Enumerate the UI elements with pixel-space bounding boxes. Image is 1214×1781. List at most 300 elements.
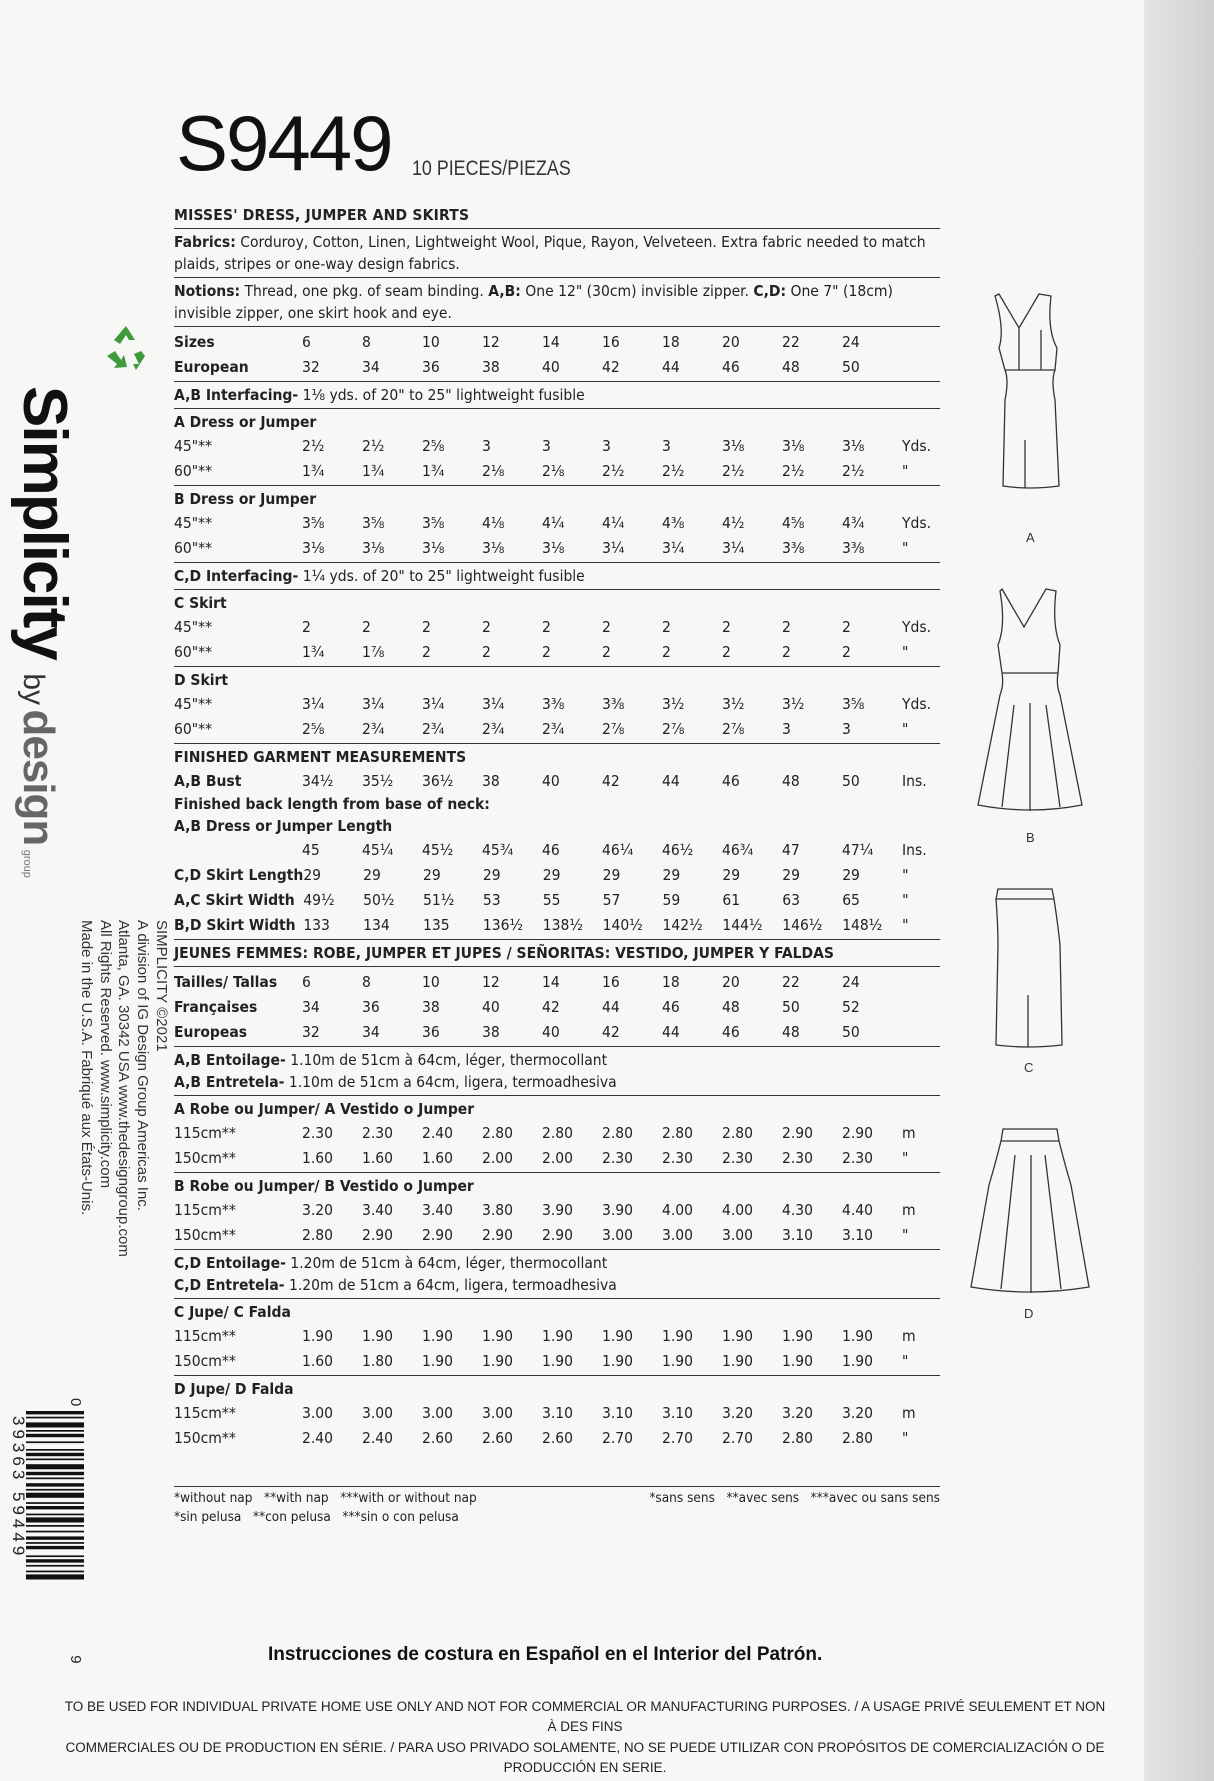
yardage-row bbox=[174, 535, 940, 560]
yardage-cell: 2.80 bbox=[662, 1123, 694, 1142]
barcode-bar bbox=[26, 1506, 84, 1509]
barcode-bar bbox=[26, 1430, 84, 1432]
yardage-chart bbox=[174, 204, 940, 1527]
yardage-cell: 3 bbox=[782, 719, 791, 738]
size-cell: 10 bbox=[422, 972, 440, 991]
unit-cell: " bbox=[902, 890, 909, 909]
yardage-cell: 50½ bbox=[363, 890, 395, 909]
yardage-cell: 2.80 bbox=[842, 1428, 874, 1447]
yardage-cell: 2¾ bbox=[482, 719, 505, 738]
yardage-cell: 3.90 bbox=[542, 1200, 574, 1219]
dress-length-table bbox=[174, 837, 940, 862]
size-cell: 42 bbox=[602, 1022, 620, 1041]
yardage-cell: 3⅛ bbox=[422, 538, 445, 557]
size-cell: 48 bbox=[782, 1022, 800, 1041]
yardage-cell: 2 bbox=[722, 642, 731, 661]
yardage-cell: 2 bbox=[302, 617, 311, 636]
yardage-cell: 1.90 bbox=[602, 1326, 634, 1345]
yardage-row bbox=[174, 912, 940, 937]
yardage-cell: 4⅜ bbox=[662, 513, 685, 532]
barcode-bar bbox=[26, 1513, 84, 1515]
barcode-bar bbox=[26, 1565, 84, 1567]
fabrics-list: Corduroy, Cotton, Linen, Lightweight Wool, Pique, Rayon, Velveteen. Extra fabric needed to match plaids, stripes or one-way design fabrics. bbox=[174, 233, 926, 273]
yardage-cell: 3.20 bbox=[842, 1403, 874, 1422]
measure-cell: 35½ bbox=[362, 771, 394, 790]
notions-text bbox=[174, 280, 940, 324]
barcode-digit: 0 bbox=[67, 1398, 84, 1407]
yardage-cell: 3¼ bbox=[602, 538, 625, 557]
yardage-cell: 51½ bbox=[423, 890, 455, 909]
unit-cell: " bbox=[902, 461, 909, 480]
yardage-row bbox=[174, 862, 940, 887]
yardage-cell: 3½ bbox=[662, 694, 685, 713]
yardage-row bbox=[174, 614, 940, 639]
measure-cell: 44 bbox=[662, 771, 680, 790]
yardage-cell: 2 bbox=[542, 617, 551, 636]
yardage-cell: 1.90 bbox=[602, 1351, 634, 1370]
divider bbox=[174, 562, 940, 563]
finished-heading: FINISHED GARMENT MEASUREMENTS bbox=[174, 748, 467, 766]
yardage-row bbox=[174, 510, 940, 535]
section-title: A,B Interfacing- bbox=[174, 386, 299, 404]
ab-interfacing-metric bbox=[174, 1049, 940, 1093]
unit-cell bbox=[902, 969, 940, 994]
yardage-cell: 3⅜ bbox=[542, 694, 565, 713]
yardage-cell: 1.90 bbox=[842, 1351, 874, 1370]
size-cell: 38 bbox=[422, 997, 440, 1016]
company-info bbox=[76, 920, 170, 1257]
nap-notes-en bbox=[174, 1489, 477, 1508]
yardage-table bbox=[174, 614, 940, 664]
unit-cell bbox=[902, 329, 940, 354]
cd-interfacing-metric bbox=[174, 1252, 940, 1296]
measure-cell: 45¾ bbox=[482, 840, 514, 859]
yardage-cell: 2⅛ bbox=[542, 461, 565, 480]
yardage-cell: 2.80 bbox=[782, 1428, 814, 1447]
yardage-cell: 2⅛ bbox=[482, 461, 505, 480]
barcode-bar bbox=[26, 1458, 84, 1460]
section-title: D Skirt bbox=[174, 671, 229, 689]
measure-cell: 45½ bbox=[422, 840, 454, 859]
divider bbox=[174, 1095, 940, 1096]
unit-cell: Yds. bbox=[902, 513, 932, 532]
size-cell: 20 bbox=[722, 972, 740, 991]
yardage-cell: 1.90 bbox=[842, 1326, 874, 1345]
yardage-cell: 2 bbox=[842, 617, 851, 636]
yardage-cell: 4.40 bbox=[842, 1200, 874, 1219]
section-title: C Skirt bbox=[174, 594, 227, 612]
yardage-cell: 3½ bbox=[782, 694, 805, 713]
yardage-cell: 3.40 bbox=[422, 1200, 454, 1219]
nap-notes-fr bbox=[649, 1489, 940, 1527]
yardage-cell: 1¾ bbox=[302, 642, 325, 661]
unit-cell: Yds. bbox=[902, 617, 932, 636]
yardage-cell: 2.90 bbox=[842, 1123, 874, 1142]
imperial-yardage bbox=[174, 381, 940, 741]
unit-cell bbox=[902, 994, 940, 1019]
row-label: 45"** bbox=[174, 513, 213, 532]
yardage-cell: 4⅛ bbox=[482, 513, 505, 532]
figure-label-a: A bbox=[1026, 530, 1035, 545]
yardage-cell: 3 bbox=[482, 436, 491, 455]
yardage-cell: 1¾ bbox=[302, 461, 325, 480]
fabrics-text bbox=[174, 231, 940, 275]
yardage-row bbox=[174, 433, 940, 458]
yardage-cell: 1.90 bbox=[362, 1326, 394, 1345]
row-label: Tailles/ Tallas bbox=[174, 972, 278, 991]
legal-notice bbox=[60, 1697, 1110, 1778]
divider bbox=[174, 228, 940, 229]
size-cell: 50 bbox=[842, 357, 860, 376]
barcode-bars bbox=[26, 1411, 84, 1651]
yardage-cell: 134 bbox=[363, 915, 390, 934]
size-cell: 52 bbox=[842, 997, 860, 1016]
unit-cell: m bbox=[902, 1403, 916, 1422]
yardage-cell: 4¼ bbox=[542, 513, 565, 532]
measure-cell: 38 bbox=[482, 771, 500, 790]
spacer bbox=[174, 1450, 940, 1484]
barcode-bar bbox=[26, 1536, 84, 1539]
envelope-flap bbox=[1144, 0, 1214, 1781]
dress-length-label: A,B Dress or Jumper Length bbox=[174, 817, 393, 835]
yardage-cell: 29 bbox=[842, 865, 860, 884]
view-d-skirt-illustration bbox=[965, 1125, 1095, 1305]
yardage-cell: 3⅜ bbox=[842, 538, 865, 557]
yardage-cell: 135 bbox=[423, 915, 450, 934]
section-heading bbox=[174, 384, 940, 406]
measure-cell: 46½ bbox=[662, 840, 694, 859]
barcode bbox=[8, 1398, 84, 1664]
row-label: Françaises bbox=[174, 997, 258, 1016]
size-cell: 50 bbox=[782, 997, 800, 1016]
yardage-row bbox=[174, 1222, 940, 1247]
yardage-cell: 1.60 bbox=[302, 1351, 334, 1370]
size-cell: 6 bbox=[302, 332, 311, 351]
size-cell: 32 bbox=[302, 1022, 320, 1041]
notions-list: Thread, one pkg. of seam binding. bbox=[240, 282, 489, 300]
section-title: C Jupe/ C Falda bbox=[174, 1303, 291, 1321]
size-cell: 38 bbox=[482, 357, 500, 376]
yardage-cell: 2.60 bbox=[542, 1428, 574, 1447]
size-cell: 36 bbox=[362, 997, 380, 1016]
yardage-cell: 2 bbox=[662, 617, 671, 636]
legal-line: COMMERCIALES OU DE PRODUCTION EN SÉRIE. / PARA USO PRIVADO SOLAMENTE, NO SE PUEDE UTILIZAR CON PROPÓSITOS DE COMERCIALIZACIÓN O DE PRODUCCIÓN EN SERIE. bbox=[65, 1739, 1105, 1775]
size-cell: 14 bbox=[542, 332, 560, 351]
yardage-cell: 4½ bbox=[722, 513, 745, 532]
yardage-cell: 2.80 bbox=[602, 1123, 634, 1142]
measure-cell: 46¾ bbox=[722, 840, 754, 859]
yardage-cell: 1.90 bbox=[722, 1326, 754, 1345]
size-cell: 44 bbox=[662, 357, 680, 376]
yardage-cell: 2 bbox=[482, 642, 491, 661]
figure-label-d: D bbox=[1024, 1306, 1034, 1321]
barcode-bar bbox=[26, 1559, 84, 1562]
yardage-cell: 2¾ bbox=[422, 719, 445, 738]
pieces-count: 10 PIECES/PIEZAS bbox=[412, 157, 571, 180]
yardage-cell: 53 bbox=[482, 890, 501, 909]
yardage-cell: 1.60 bbox=[422, 1148, 454, 1167]
barcode-bar bbox=[26, 1434, 84, 1437]
unit-cell: " bbox=[902, 642, 909, 661]
yardage-cell: 1.90 bbox=[782, 1351, 814, 1370]
yardage-cell: 1.90 bbox=[482, 1351, 514, 1370]
yardage-row bbox=[174, 1145, 940, 1170]
section-note: 1¼ yds. of 20" to 25" lightweight fusible bbox=[298, 567, 585, 585]
yardage-cell: 3 bbox=[542, 436, 551, 455]
yardage-table bbox=[174, 433, 940, 483]
yardage-cell: 3.00 bbox=[362, 1403, 394, 1422]
barcode-bar bbox=[26, 1441, 84, 1443]
metric-size-row bbox=[174, 969, 940, 994]
yardage-cell: 2.30 bbox=[662, 1148, 694, 1167]
yardage-cell: 1.90 bbox=[482, 1326, 514, 1345]
yardage-cell: 1.90 bbox=[422, 1351, 454, 1370]
yardage-cell: 2 bbox=[482, 617, 491, 636]
yardage-cell: 3.20 bbox=[722, 1403, 754, 1422]
yardage-cell: 2⅝ bbox=[422, 436, 445, 455]
yardage-cell: 3.10 bbox=[842, 1225, 874, 1244]
divider bbox=[174, 966, 940, 967]
yardage-row bbox=[174, 1425, 940, 1450]
yardage-cell: 3.80 bbox=[482, 1200, 514, 1219]
yardage-table bbox=[174, 510, 940, 560]
yardage-cell: 2.70 bbox=[602, 1428, 634, 1447]
measure-cell: 40 bbox=[542, 771, 560, 790]
yardage-cell: 29 bbox=[662, 865, 681, 884]
yardage-cell: 2.30 bbox=[362, 1123, 394, 1142]
barcode-bar bbox=[26, 1502, 84, 1504]
yardage-cell: 2.80 bbox=[482, 1123, 514, 1142]
barcode-bar bbox=[26, 1483, 84, 1486]
section-heading bbox=[174, 565, 940, 587]
yardage-cell: 1.90 bbox=[662, 1326, 694, 1345]
row-label: 60"** bbox=[174, 719, 213, 738]
interfacing-line bbox=[174, 1274, 940, 1296]
divider bbox=[174, 743, 940, 744]
divider bbox=[174, 485, 940, 486]
unit-cell bbox=[902, 354, 940, 379]
yardage-cell: 3.40 bbox=[362, 1200, 394, 1219]
size-cell: 24 bbox=[842, 972, 860, 991]
yardage-cell: 2.70 bbox=[722, 1428, 754, 1447]
brand-design: design bbox=[14, 709, 63, 846]
yardage-cell: 3⅛ bbox=[782, 436, 805, 455]
yardage-cell: 4¼ bbox=[602, 513, 625, 532]
divider bbox=[174, 408, 940, 409]
yardage-cell: 1.80 bbox=[362, 1351, 394, 1370]
yardage-cell: 3¼ bbox=[722, 538, 745, 557]
notions-ab-text: One 12" (30cm) invisible zipper. bbox=[520, 282, 754, 300]
yardage-cell: 3⅛ bbox=[302, 538, 325, 557]
yardage-cell: 1.90 bbox=[542, 1351, 574, 1370]
yardage-cell: 3⅛ bbox=[842, 436, 865, 455]
note-text: ***sin o con pelusa bbox=[342, 1509, 459, 1526]
divider bbox=[174, 1249, 940, 1250]
row-label: 150cm** bbox=[174, 1148, 236, 1167]
yardage-cell: 2.00 bbox=[542, 1148, 574, 1167]
note-text: *sin pelusa bbox=[174, 1509, 242, 1526]
yardage-cell: 1¾ bbox=[362, 461, 385, 480]
section-title: D Jupe/ D Falda bbox=[174, 1380, 294, 1398]
legal-line: TO BE USED FOR INDIVIDUAL PRIVATE HOME USE ONLY AND NOT FOR COMMERCIAL OR MANUFACTURING PURPOSES. / A USAGE PRIVÉ SEULEMENT ET NON À DES FINS bbox=[64, 1699, 1106, 1735]
row-label: 60"** bbox=[174, 461, 213, 480]
yardage-cell: 3.10 bbox=[782, 1225, 814, 1244]
interfacing-label: C,D Entoilage- bbox=[174, 1254, 286, 1272]
pattern-title: MISSES' DRESS, JUMPER AND SKIRTS bbox=[174, 206, 470, 224]
empty-label bbox=[174, 837, 302, 862]
size-cell: 46 bbox=[722, 1022, 740, 1041]
divider bbox=[174, 589, 940, 590]
divider bbox=[174, 1486, 940, 1487]
divider bbox=[174, 666, 940, 667]
unit-cell: " bbox=[902, 1428, 909, 1447]
yardage-cell: 2⅞ bbox=[722, 719, 745, 738]
yardage-cell: 55 bbox=[542, 890, 561, 909]
yardage-cell: 2 bbox=[662, 642, 671, 661]
yardage-cell: 2.90 bbox=[422, 1225, 454, 1244]
view-a-dress-illustration bbox=[985, 290, 1085, 520]
yardage-cell: 3⅛ bbox=[542, 538, 565, 557]
yardage-cell: 3⅝ bbox=[362, 513, 385, 532]
yardage-cell: 3⅛ bbox=[482, 538, 505, 557]
interfacing-line bbox=[174, 1252, 940, 1274]
yardage-cell: 2 bbox=[842, 642, 851, 661]
yardage-row bbox=[174, 1400, 940, 1425]
divider bbox=[174, 1298, 940, 1299]
yardage-row bbox=[174, 691, 940, 716]
row-label: 60"** bbox=[174, 538, 213, 557]
yardage-cell: 1.60 bbox=[302, 1148, 334, 1167]
notions-ab-label: A,B: bbox=[488, 282, 521, 300]
size-cell: 20 bbox=[722, 332, 740, 351]
yardage-cell: 2 bbox=[782, 642, 791, 661]
yardage-cell: 1.90 bbox=[302, 1326, 334, 1345]
skirt-measure-table bbox=[174, 862, 940, 937]
yardage-cell: 3¼ bbox=[482, 694, 505, 713]
notions-label: Notions: bbox=[174, 282, 241, 300]
brand-by: by bbox=[17, 673, 50, 706]
barcode-bar bbox=[26, 1472, 84, 1475]
measure-cell: 45 bbox=[302, 840, 320, 859]
sizes-table bbox=[174, 329, 940, 379]
barcode-bar bbox=[26, 1411, 84, 1414]
size-cell: 32 bbox=[302, 357, 320, 376]
barcode-bar bbox=[26, 1453, 84, 1456]
yardage-cell: 2 bbox=[422, 617, 431, 636]
unit-cell: " bbox=[902, 865, 909, 884]
yardage-cell: 29 bbox=[303, 865, 322, 884]
yardage-cell: 29 bbox=[722, 865, 741, 884]
yardage-cell: 2 bbox=[422, 642, 431, 661]
section-title: A Dress or Jumper bbox=[174, 413, 317, 431]
nap-notes-es bbox=[174, 1508, 477, 1527]
yardage-cell: 1.90 bbox=[422, 1326, 454, 1345]
interfacing-line bbox=[174, 1049, 940, 1071]
size-cell: 18 bbox=[662, 332, 680, 351]
yardage-cell: 3.10 bbox=[602, 1403, 634, 1422]
interfacing-text: 1.10m de 51cm a 64cm, ligera, termoadhesiva bbox=[284, 1073, 617, 1091]
yardage-row bbox=[174, 639, 940, 664]
measure-cell: 47¼ bbox=[842, 840, 874, 859]
size-cell: 50 bbox=[842, 1022, 860, 1041]
interfacing-text: 1.20m de 51cm à 64cm, léger, thermocollant bbox=[285, 1254, 608, 1272]
divider bbox=[174, 381, 940, 382]
company-line: A division of IG Design Group Americas Inc. bbox=[134, 920, 152, 1211]
size-cell: 40 bbox=[482, 997, 500, 1016]
yardage-cell: 3¼ bbox=[422, 694, 445, 713]
bust-label: A,B Bust bbox=[174, 771, 242, 790]
unit-cell: Ins. bbox=[902, 771, 927, 790]
yardage-cell: 3 bbox=[662, 436, 671, 455]
yardage-cell: 3 bbox=[602, 436, 611, 455]
yardage-cell: 2½ bbox=[602, 461, 625, 480]
measure-cell: 47 bbox=[782, 840, 800, 859]
company-line: Atlanta, GA. 30342 USA www.thedesigngroup.com bbox=[115, 920, 133, 1257]
yardage-cell: 2.90 bbox=[542, 1225, 574, 1244]
yardage-table bbox=[174, 691, 940, 741]
yardage-cell: 59 bbox=[662, 890, 681, 909]
yardage-cell: 3⅛ bbox=[722, 436, 745, 455]
unit-cell: Ins. bbox=[902, 840, 927, 859]
size-cell: 40 bbox=[542, 357, 560, 376]
style-number: S9449 bbox=[176, 99, 392, 187]
row-label: Europeas bbox=[174, 1022, 248, 1041]
bust-row bbox=[174, 768, 940, 793]
yardage-cell: 140½ bbox=[602, 915, 643, 934]
metric-yardage-table bbox=[174, 1120, 940, 1170]
yardage-cell: 2.60 bbox=[482, 1428, 514, 1447]
barcode-digit: 9 bbox=[67, 1655, 84, 1664]
size-cell: 22 bbox=[782, 332, 800, 351]
measure-cell: 46¼ bbox=[602, 840, 634, 859]
note-text: **avec sens bbox=[726, 1490, 800, 1506]
size-cell: 46 bbox=[722, 357, 740, 376]
note-text: *sans sens bbox=[649, 1490, 715, 1506]
view-c-skirt-illustration bbox=[988, 885, 1068, 1055]
barcode-bar bbox=[26, 1449, 84, 1451]
note-text: ***with or without nap bbox=[340, 1490, 477, 1506]
yardage-cell: 133 bbox=[303, 915, 330, 934]
barcode-bar bbox=[26, 1422, 84, 1427]
size-cell: 8 bbox=[362, 332, 371, 351]
yardage-cell: 2.80 bbox=[542, 1123, 574, 1142]
figure-label-c: C bbox=[1024, 1060, 1034, 1075]
yardage-cell: 2 bbox=[602, 642, 611, 661]
size-cell: 40 bbox=[542, 1022, 560, 1041]
measure-cell: 42 bbox=[602, 771, 620, 790]
yardage-cell: 2½ bbox=[782, 461, 805, 480]
yardage-cell: 1.60 bbox=[362, 1148, 394, 1167]
dress-length-row bbox=[174, 837, 940, 862]
yardage-cell: 3.10 bbox=[542, 1403, 574, 1422]
yardage-cell: 2.60 bbox=[422, 1428, 454, 1447]
yardage-cell: 1.90 bbox=[662, 1351, 694, 1370]
yardage-cell: 3⅛ bbox=[362, 538, 385, 557]
yardage-cell: 2 bbox=[542, 642, 551, 661]
metric-yardage-table bbox=[174, 1197, 940, 1247]
unit-cell: " bbox=[902, 1351, 909, 1370]
yardage-cell: 2.40 bbox=[362, 1428, 394, 1447]
yardage-row bbox=[174, 1348, 940, 1373]
yardage-cell: 3⅝ bbox=[842, 694, 865, 713]
yardage-cell: 29 bbox=[482, 865, 501, 884]
yardage-cell: 2⅝ bbox=[302, 719, 325, 738]
yardage-cell: 1⅞ bbox=[362, 642, 385, 661]
yardage-cell: 2⅞ bbox=[662, 719, 685, 738]
size-cell: 36 bbox=[422, 357, 440, 376]
yardage-cell: 63 bbox=[782, 890, 801, 909]
yardage-cell: 136½ bbox=[482, 915, 523, 934]
